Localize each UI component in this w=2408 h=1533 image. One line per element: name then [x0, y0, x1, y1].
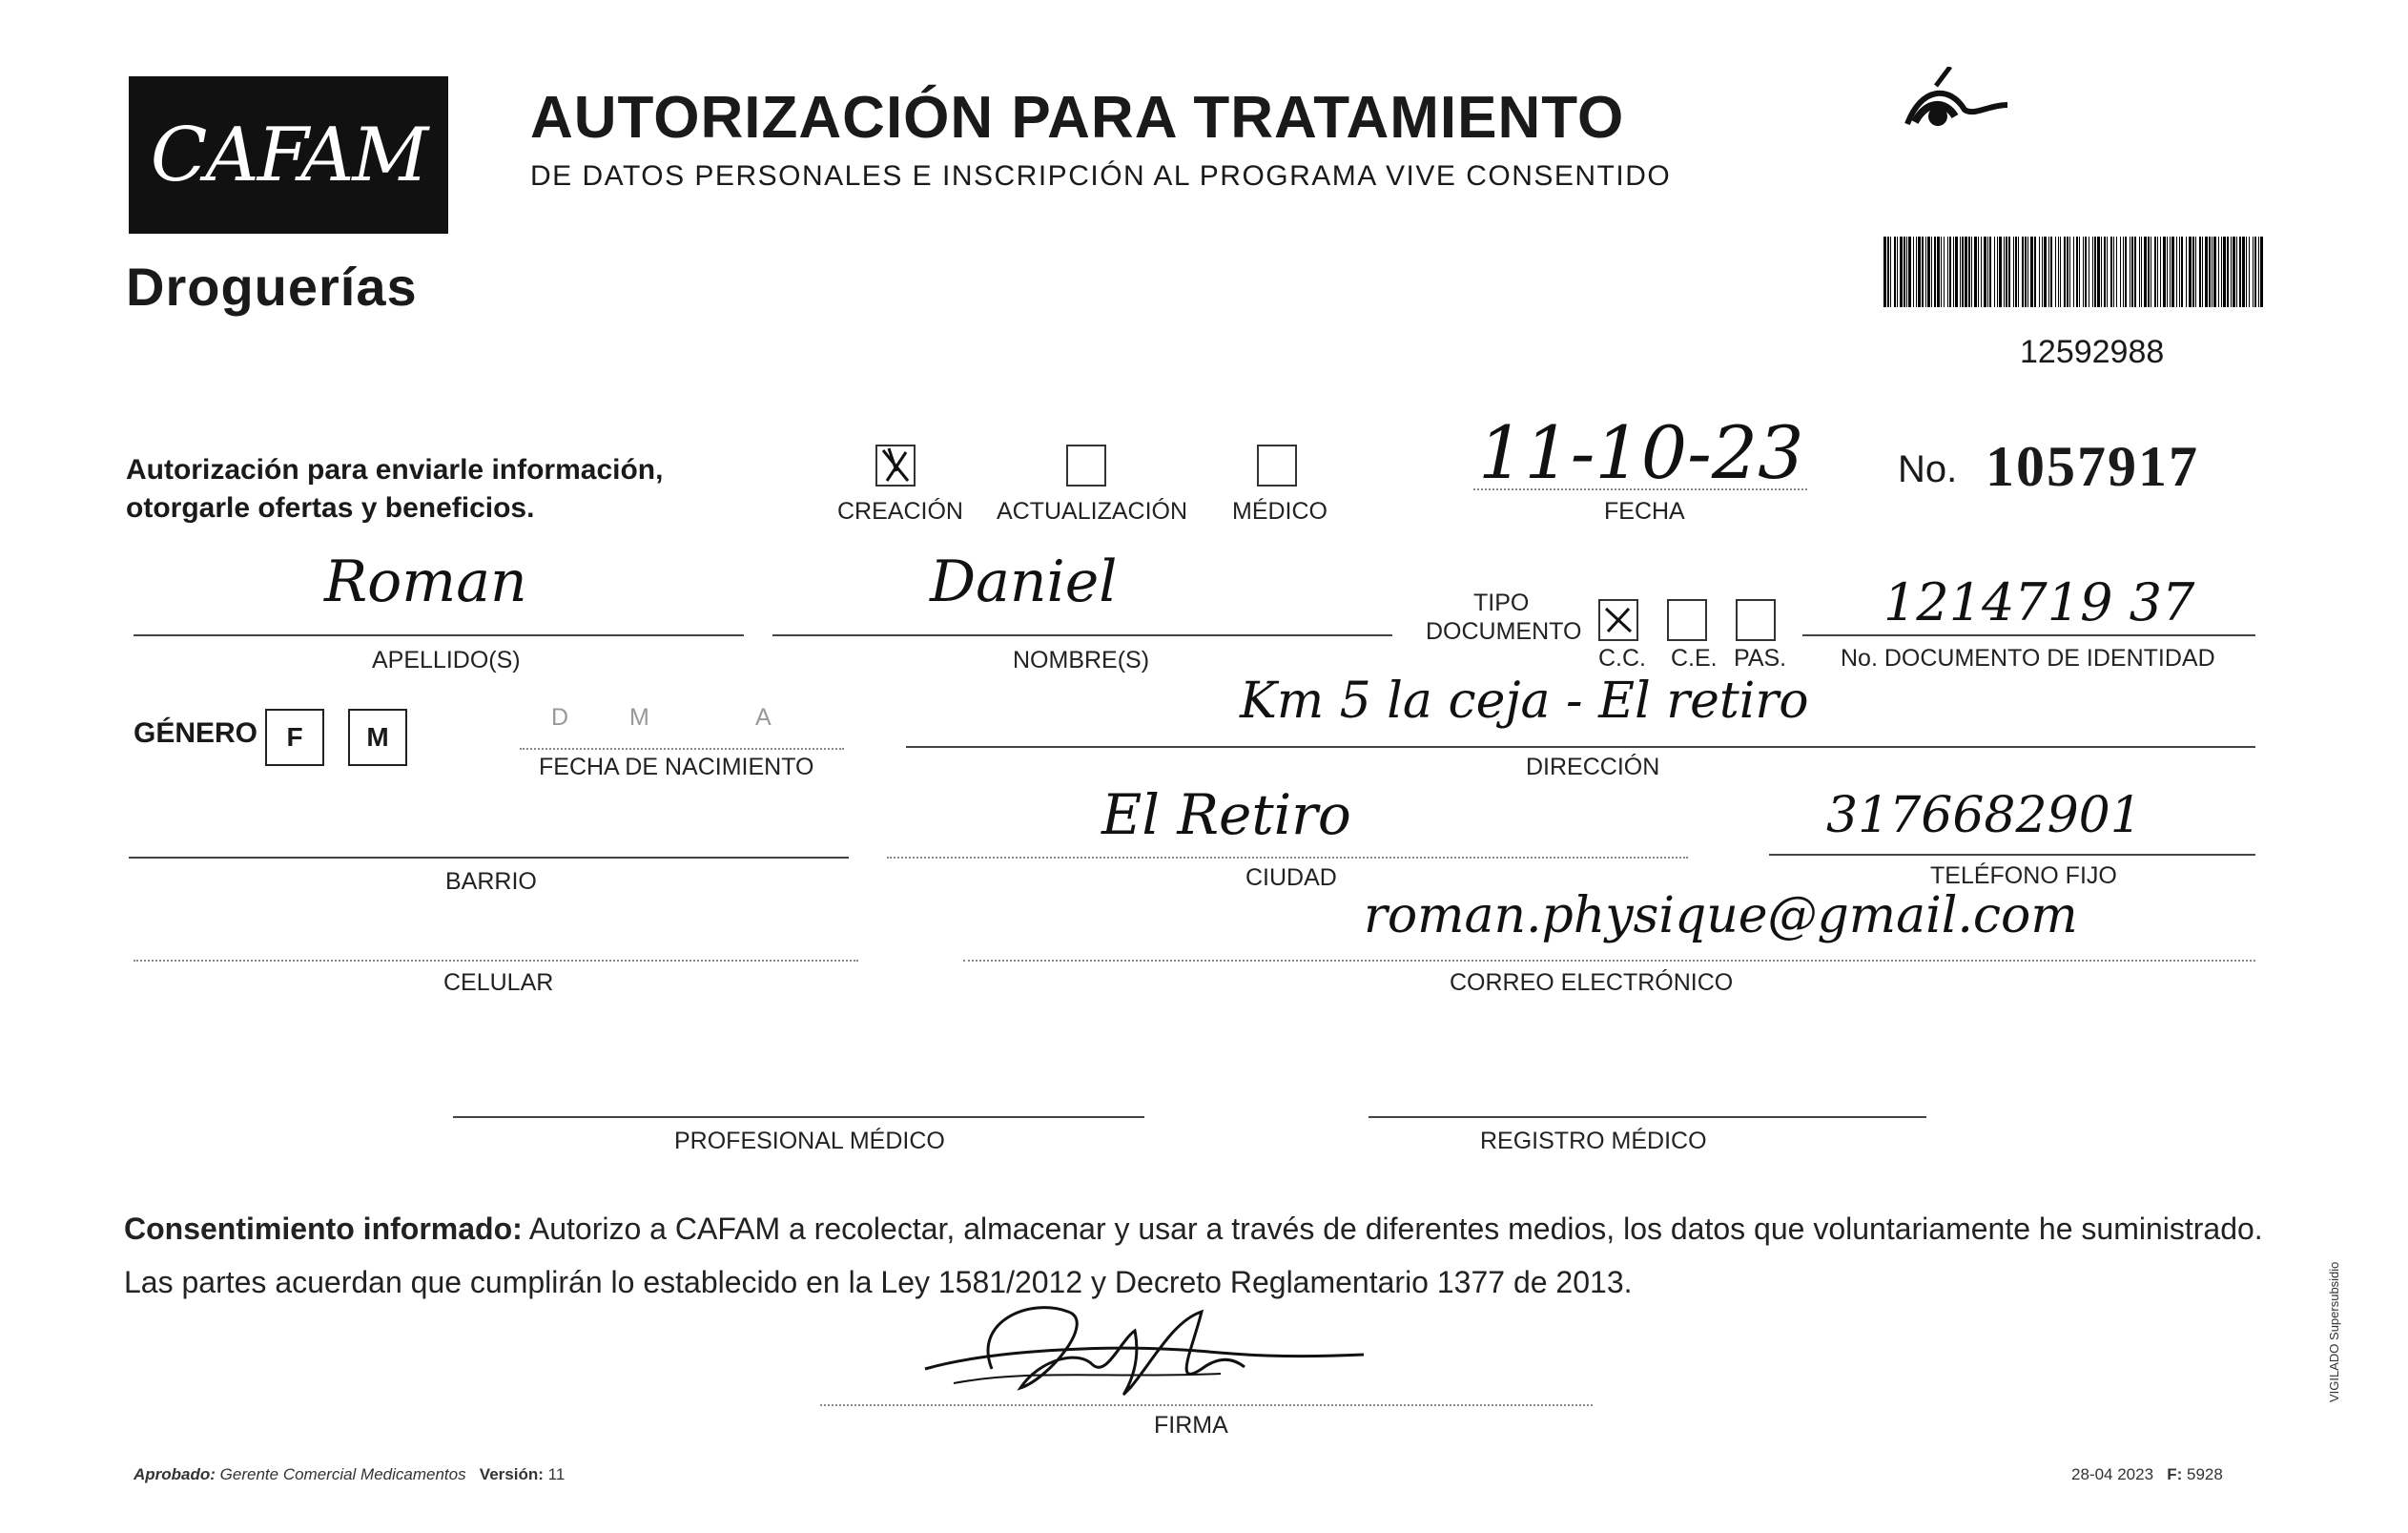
registro-line[interactable]: [1369, 1116, 1926, 1118]
telefono-value[interactable]: 3176682901: [1826, 787, 2142, 844]
direccion-value[interactable]: Km 5 la ceja - El retiro: [1240, 673, 1809, 730]
barrio-line[interactable]: [129, 857, 849, 859]
genero-label: GÉNERO: [134, 717, 258, 749]
ciudad-line: [887, 857, 1688, 859]
profesional-line[interactable]: [453, 1116, 1144, 1118]
actualizacion-checkbox[interactable]: [1066, 445, 1106, 487]
actualizacion-label: ACTUALIZACIÓN: [997, 498, 1188, 525]
logo-text: CAFAM: [150, 112, 427, 198]
authorization-heading-line2: otorgarle ofertas y beneficios.: [126, 492, 535, 524]
consent-heading: Consentimiento informado:: [124, 1212, 523, 1246]
medico-label: MÉDICO: [1232, 498, 1327, 525]
authorization-heading-line1: Autorización para enviarle información,: [126, 454, 664, 486]
subbrand-label: Droguerías: [126, 257, 418, 317]
genero-f-box[interactable]: F: [265, 709, 324, 766]
celular-line[interactable]: [134, 960, 858, 962]
nombres-line: [772, 634, 1392, 636]
cc-label: C.C.: [1598, 645, 1646, 672]
fecha-value[interactable]: 11-10-23: [1478, 410, 1804, 495]
ce-label: C.E.: [1671, 645, 1718, 672]
direccion-label: DIRECCIÓN: [1526, 754, 1660, 780]
correo-line: [963, 960, 2255, 962]
pas-label: PAS.: [1734, 645, 1787, 672]
vigilado-side-text: VIGILADO Supersubsidio: [2327, 1261, 2341, 1402]
tipo-documento-label-1: TIPO: [1473, 590, 1530, 616]
firma-line[interactable]: [820, 1404, 1593, 1406]
genero-m-box[interactable]: M: [348, 709, 407, 766]
documento-line: [1802, 634, 2255, 636]
nombres-label: NOMBRE(S): [1013, 647, 1150, 673]
form-number-value: 1057917: [1986, 435, 2199, 498]
barcode: [1883, 237, 2265, 307]
ciudad-value[interactable]: El Retiro: [1101, 782, 1351, 847]
firma-label: FIRMA: [1154, 1412, 1228, 1439]
footer-approval: [134, 1465, 565, 1484]
correo-label: CORREO ELECTRÓNICO: [1450, 969, 1734, 996]
fecha-label: FECHA: [1604, 498, 1685, 525]
check-mark-icon: [877, 446, 914, 485]
direccion-line: [906, 746, 2255, 748]
documento-value[interactable]: 1214719 37: [1883, 572, 2195, 632]
cafam-logo: [129, 76, 448, 234]
consent-text-line2: Las partes acuerdan que cumplirán lo establecido en la Ley 1581/2012 y Decreto Reglamentario 1377 de 2013.: [124, 1265, 1633, 1299]
pas-checkbox[interactable]: [1736, 599, 1776, 641]
form-subtitle: DE DATOS PERSONALES E INSCRIPCIÓN AL PROGRAMA VIVE CONSENTIDO: [530, 160, 1672, 192]
telefono-label: TELÉFONO FIJO: [1930, 862, 2117, 889]
form-number-label: No.: [1898, 448, 1958, 490]
fecha-line: [1473, 488, 1807, 490]
ce-checkbox[interactable]: [1667, 599, 1707, 641]
tipo-documento-label-2: DOCUMENTO: [1426, 618, 1582, 645]
apellidos-line: [134, 634, 744, 636]
ciudad-label: CIUDAD: [1245, 864, 1337, 891]
nacimiento-line[interactable]: [520, 748, 844, 750]
form-code-value: 5928: [2186, 1465, 2223, 1483]
apellidos-value[interactable]: Roman: [324, 549, 527, 615]
celular-label: CELULAR: [443, 969, 554, 996]
creacion-checkbox[interactable]: [875, 445, 916, 487]
nombres-value[interactable]: Daniel: [930, 549, 1118, 615]
aprobado-label: Aprobado:: [134, 1465, 216, 1483]
telefono-line: [1769, 854, 2255, 856]
nacimiento-label: FECHA DE NACIMIENTO: [539, 754, 814, 780]
version-label: Versión:: [479, 1465, 544, 1483]
footer-date: 28-04 2023: [2071, 1465, 2154, 1483]
form-title: AUTORIZACIÓN PARA TRATAMIENTO: [530, 85, 1625, 151]
consent-text-line1: Autorizo a CAFAM a recolectar, almacenar y usar a través de diferentes medios, los datos que voluntariamente he suministrado.: [528, 1212, 2263, 1246]
medico-checkbox[interactable]: [1257, 445, 1297, 487]
aprobado-value: Gerente Comercial Medicamentos: [219, 1465, 466, 1483]
nacimiento-month-hint: M: [629, 704, 649, 731]
documento-label: No. DOCUMENTO DE IDENTIDAD: [1841, 645, 2215, 672]
profesional-label: PROFESIONAL MÉDICO: [674, 1128, 945, 1154]
barrio-label: BARRIO: [445, 868, 537, 895]
barcode-number: 12592988: [2020, 334, 2165, 370]
barcode-bar: [2260, 237, 2263, 307]
nacimiento-year-hint: A: [755, 704, 772, 731]
correo-value[interactable]: roman.physique@gmail.com: [1364, 887, 2078, 944]
signature-image: [916, 1293, 1373, 1417]
form-code-label: F:: [2167, 1465, 2183, 1483]
footer-date-code: [2071, 1465, 2223, 1484]
registro-label: REGISTRO MÉDICO: [1480, 1128, 1707, 1154]
cc-checkbox[interactable]: [1598, 599, 1638, 641]
version-value: 11: [547, 1465, 566, 1483]
consent-line1: [124, 1202, 2279, 1255]
nacimiento-day-hint: D: [551, 704, 569, 731]
check-mark-icon: [1600, 601, 1636, 639]
vive-consentido-logo-icon: [1898, 67, 2012, 143]
vigilado-side-container: [2327, 1202, 2346, 1412]
apellidos-label: APELLIDO(S): [372, 647, 521, 673]
creacion-label: CREACIÓN: [837, 498, 963, 525]
